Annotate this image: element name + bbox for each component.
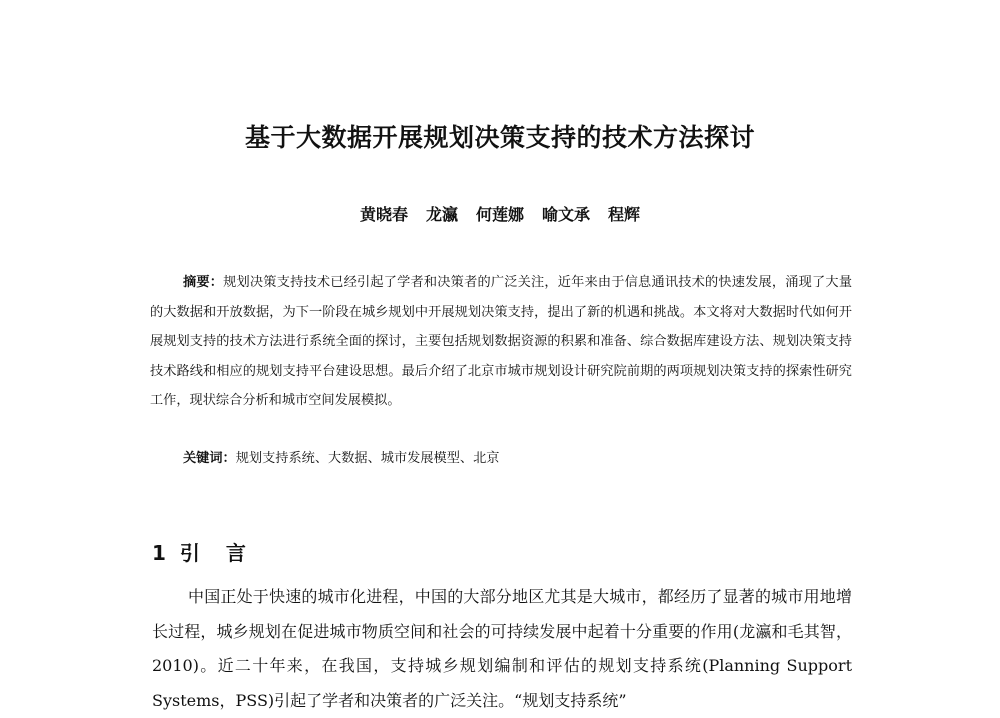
abstract-label: 摘要： (183, 275, 224, 290)
keywords-label: 关键词： (183, 451, 236, 466)
author-name: 何莲娜 (475, 205, 524, 224)
section-title: 引言 (179, 541, 272, 565)
paper-title: 基于大数据开展规划决策支持的技术方法探讨 (244, 123, 755, 152)
keywords-line (183, 448, 863, 470)
keywords-text: 规划支持系统、大数据、城市发展模型、北京 (235, 451, 500, 466)
author-name: 黄晓春 (359, 205, 408, 224)
section-number: 1 (152, 541, 166, 565)
body-paragraph (152, 580, 852, 718)
author-name: 程辉 (608, 205, 641, 224)
author-name: 龙瀛 (425, 205, 458, 224)
body-text: 中国正处于快速的城市化进程，中国的大部分地区尤其是大城市，都经历了显著的城市用地增长过程，城乡规划在促进城市物质空间和社会的可持续发展中起着十分重要的作用(龙瀛和毛其智，2010)。近二十年来，在我国，支持城乡规划编制和评估的规划支持系统(Planning Support Systems，PSS)引起了学者和决策者的广泛关注。“规划支持系统” (152, 587, 852, 710)
section-heading (152, 537, 272, 566)
abstract-text: 规划决策支持技术已经引起了学者和决策者的广泛关注，近年来由于信息通讯技术的快速发展，涌现了大量的大数据和开放数据，为下一阶段在城乡规划中开展规划决策支持，提出了新的机遇和挑战。本文将对大数据时代如何开展规划支持的技术方法进行系统全面的探讨，主要包括规划数据资源的积累和准备、综合数据库建设方法、规划决策支持技术路线和相应的规划支持平台建设思想。最后介绍了北京市城市规划设计研究院前期的两项规划决策支持的探索性研究工作，现状综合分析和城市空间发展模拟。 (150, 275, 853, 408)
author-list (0, 202, 1000, 225)
author-name: 喻文承 (542, 205, 591, 224)
abstract-block (150, 268, 852, 416)
